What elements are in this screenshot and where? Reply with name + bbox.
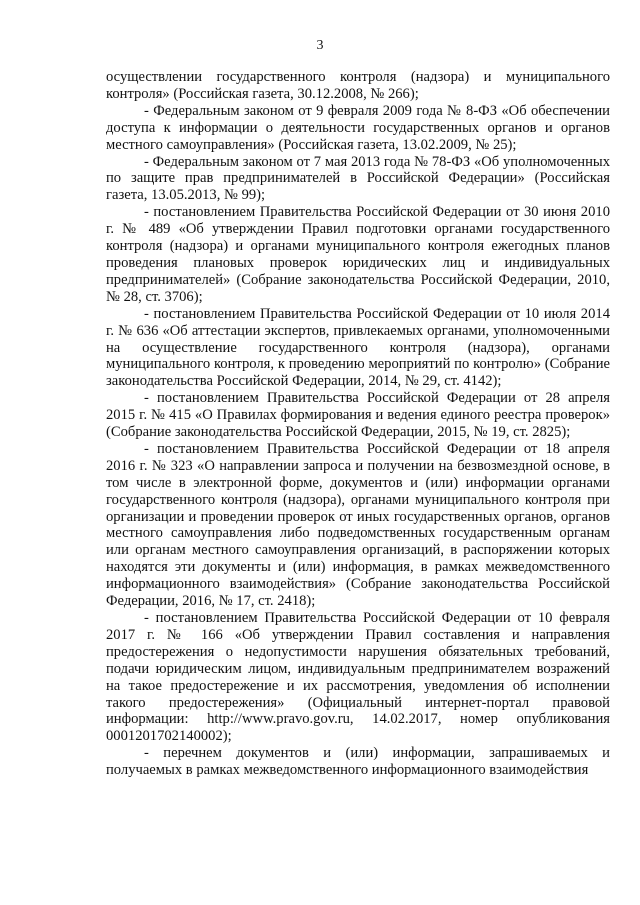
page-number: 3 xyxy=(316,38,324,53)
paragraph-continuation: осуществлении государственного контроля (надзора) и муниципального контроля» (Российская газета, 30.12.2008, № 266); xyxy=(106,69,610,102)
paragraph-resolution-636: - постановлением Правительства Российской Федерации от 10 июля 2014 г. № 636 «Об аттестации экспертов, привлекаемых органами, уполномоченными на осуществление государственного контроля (надзора), органами муниципального контроля, к проведению мероприятий по контролю» (Собрание законодательства Российской Федерации, 2014, № 29, ст. 4142); xyxy=(106,305,610,390)
paragraph-federal-law-78-fz: - Федеральным законом от 7 мая 2013 года № 78-ФЗ «Об уполномоченных по защите прав предпринимателей в Российской Федерации» (Российская газета, 13.05.2013, № 99); xyxy=(106,153,610,204)
paragraph-federal-law-8-fz: - Федеральным законом от 9 февраля 2009 года № 8-ФЗ «Об обеспечении доступа к информации о деятельности государственных органов и органов местного самоуправления» (Российская газета, 13.02.2009, № 25); xyxy=(106,102,610,153)
document-body xyxy=(106,69,610,779)
paragraph-resolution-415: - постановлением Правительства Российской Федерации от 28 апреля 2015 г. № 415 «О Правилах формирования и ведения единого реестра проверок» (Собрание законодательства Российской Федерации, 2015, № 19, ст. 2825); xyxy=(106,390,610,441)
paragraph-resolution-489: - постановлением Правительства Российской Федерации от 30 июня 2010 г. № 489 «Об утверждении Правил подготовки органами государственного контроля (надзора) и органами муниципального контроля ежегодных планов проведения плановых проверок юридических лиц и индивидуальных предпринимателей» (Собрание законодательства Российской Федерации, 2010, № 28, ст. 3706); xyxy=(106,204,610,305)
paragraph-document-list: - перечнем документов и (или) информации, запрашиваемых и получаемых в рамках межведомственного информационного взаимодействия xyxy=(106,745,610,779)
paragraph-resolution-323: - постановлением Правительства Российской Федерации от 18 апреля 2016 г. № 323 «О направлении запроса и получении на безвозмездной основе, в том числе в электронной форме, документов и (или) информации органами государственного контроля (надзора), органами муниципального контроля при организации и проведении проверок от иных государственных органов, органов местного самоуправления либо подведомственных государственным органам или органам местного самоуправления организаций, в распоряжении которых находятся эти документы и (или) информация, в рамках межведомственного информационного взаимодействия» (Собрание законодательства Российской Федерации, 2016, № 17, ст. 2418); xyxy=(106,440,610,610)
paragraph-resolution-166: - постановлением Правительства Российской Федерации от 10 февраля 2017 г. № 166 «Об утверждении Правил составления и направления предостережения о недопустимости нарушения обязательных требований, подачи юридическим лицом, индивидуальным предпринимателем возражений на такое предостережение и их рассмотрения, уведомления об исполнении такого предостережения» (Официальный интернет-портал правовой информации: http://www.pravo.gov.ru, 14.02.2017, номер опубликования 0001201702140002); xyxy=(106,610,610,745)
